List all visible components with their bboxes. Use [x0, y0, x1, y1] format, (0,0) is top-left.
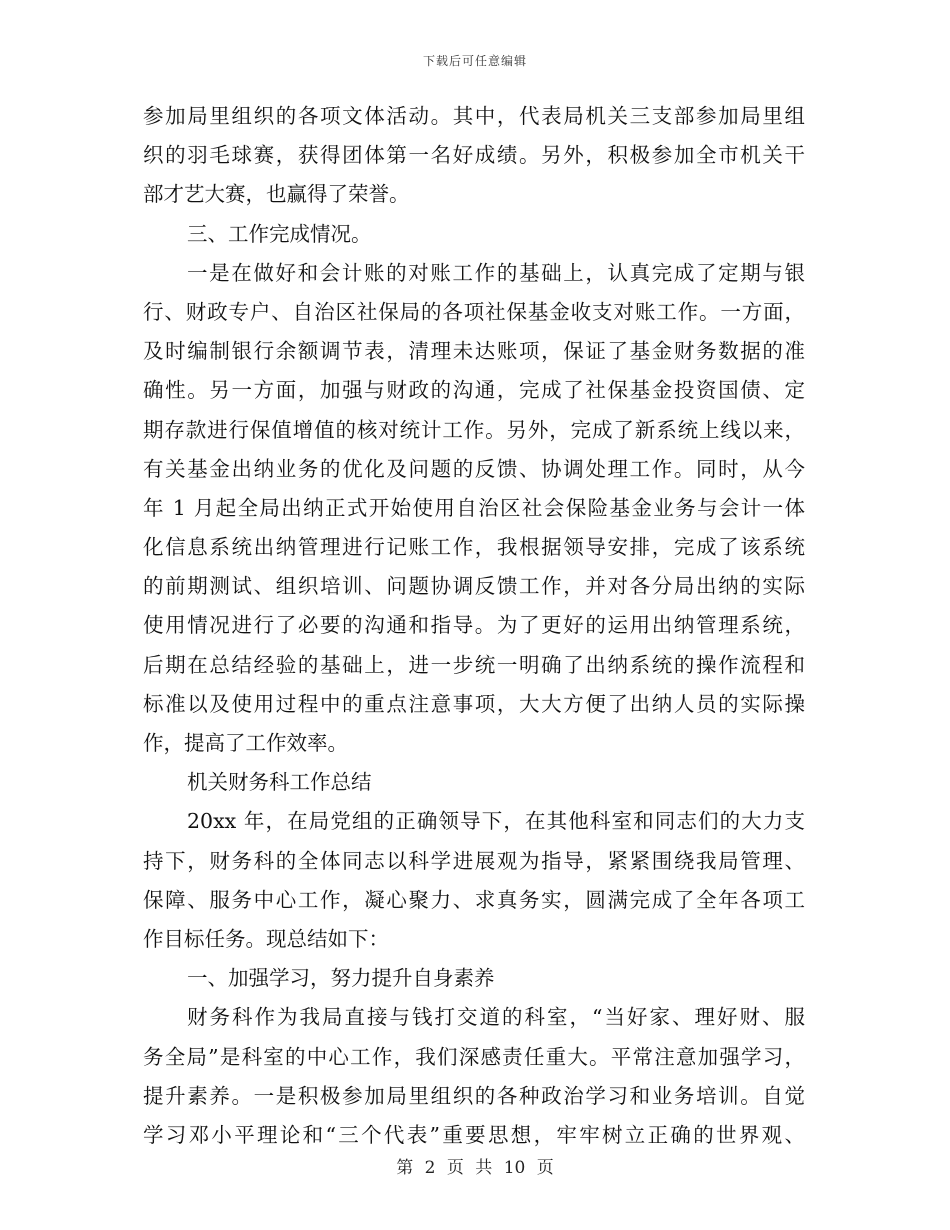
document-body: [143, 97, 805, 1155]
page-number-footer: 第 2 页 共 10 页: [396, 1158, 554, 1178]
paragraph-line: 行、财政专户、自治区社保局的各项社保基金收支对账工作。一方面，: [143, 299, 805, 324]
section-title: 机关财务科工作总结: [187, 770, 372, 795]
paragraph-line: 年 1 月起全局出纳正式开始使用自治区社会保险基金业务与会计一体: [143, 495, 805, 520]
paragraph-line: 提升素养。一是积极参加局里组织的各种政治学习和业务培训。自觉: [143, 1083, 805, 1108]
paragraph-line: 保障、服务中心工作，凝心聚力、求真务实，圆满完成了全年各项工: [143, 887, 805, 912]
paragraph-line: 的前期测试、组织培训、问题协调反馈工作，并对各分局出纳的实际: [143, 574, 805, 599]
paragraph-line: 部才艺大赛，也赢得了荣誉。: [143, 182, 410, 207]
section-heading: 一、加强学习，努力提升自身素养: [187, 966, 495, 991]
paragraph-line: 使用情况进行了必要的沟通和指导。为了更好的运用出纳管理系统，: [143, 613, 805, 638]
section-heading: 三、工作完成情况。: [187, 221, 372, 246]
paragraph-line: 作，提高了工作效率。: [143, 731, 348, 755]
paragraph-line: 务全局”是科室的中心工作，我们深感责任重大。平常注意加强学习，: [143, 1044, 805, 1069]
paragraph-line: 织的羽毛球赛，获得团体第一名好成绩。另外，积极参加全市机关干: [143, 143, 805, 168]
page-header-note: 下载后可任意编辑: [422, 54, 527, 68]
paragraph-line: 参加局里组织的各项文体活动。其中，代表局机关三支部参加局里组: [143, 104, 805, 128]
paragraph-line: 有关基金出纳业务的优化及问题的反馈、协调处理工作。同时，从今: [143, 456, 805, 481]
paragraph-line: 持下，财务科的全体同志以科学进展观为指导，紧紧围绕我局管理、: [143, 848, 805, 873]
paragraph-line: 作目标任务。现总结如下：: [143, 926, 389, 951]
paragraph-line: 财务科作为我局直接与钱打交道的科室，“当好家、理好财、服: [187, 1005, 805, 1030]
paragraph-line: 及时编制银行余额调节表，清理未达账项，保证了基金财务数据的准: [143, 339, 805, 364]
paragraph-line: 确性。另一方面，加强与财政的沟通，完成了社保基金投资国债、定: [143, 378, 805, 403]
paragraph-line: 20xx 年，在局党组的正确领导下，在其他科室和同志们的大力支: [187, 809, 805, 834]
paragraph-line: 标准以及使用过程中的重点注意事项，大大方便了出纳人员的实际操: [143, 691, 805, 716]
paragraph-line: 一是在做好和会计账的对账工作的基础上，认真完成了定期与银: [187, 260, 805, 285]
paragraph-line: 后期在总结经验的基础上，进一步统一明确了出纳系统的操作流程和: [143, 652, 805, 677]
paragraph-line: 学习邓小平理论和“三个代表”重要思想，牢牢树立正确的世界观、: [143, 1122, 805, 1147]
paragraph-line: 化信息系统出纳管理进行记账工作，我根据领导安排，完成了该系统: [143, 535, 805, 560]
paragraph-line: 期存款进行保值增值的核对统计工作。另外，完成了新系统上线以来，: [143, 417, 805, 442]
